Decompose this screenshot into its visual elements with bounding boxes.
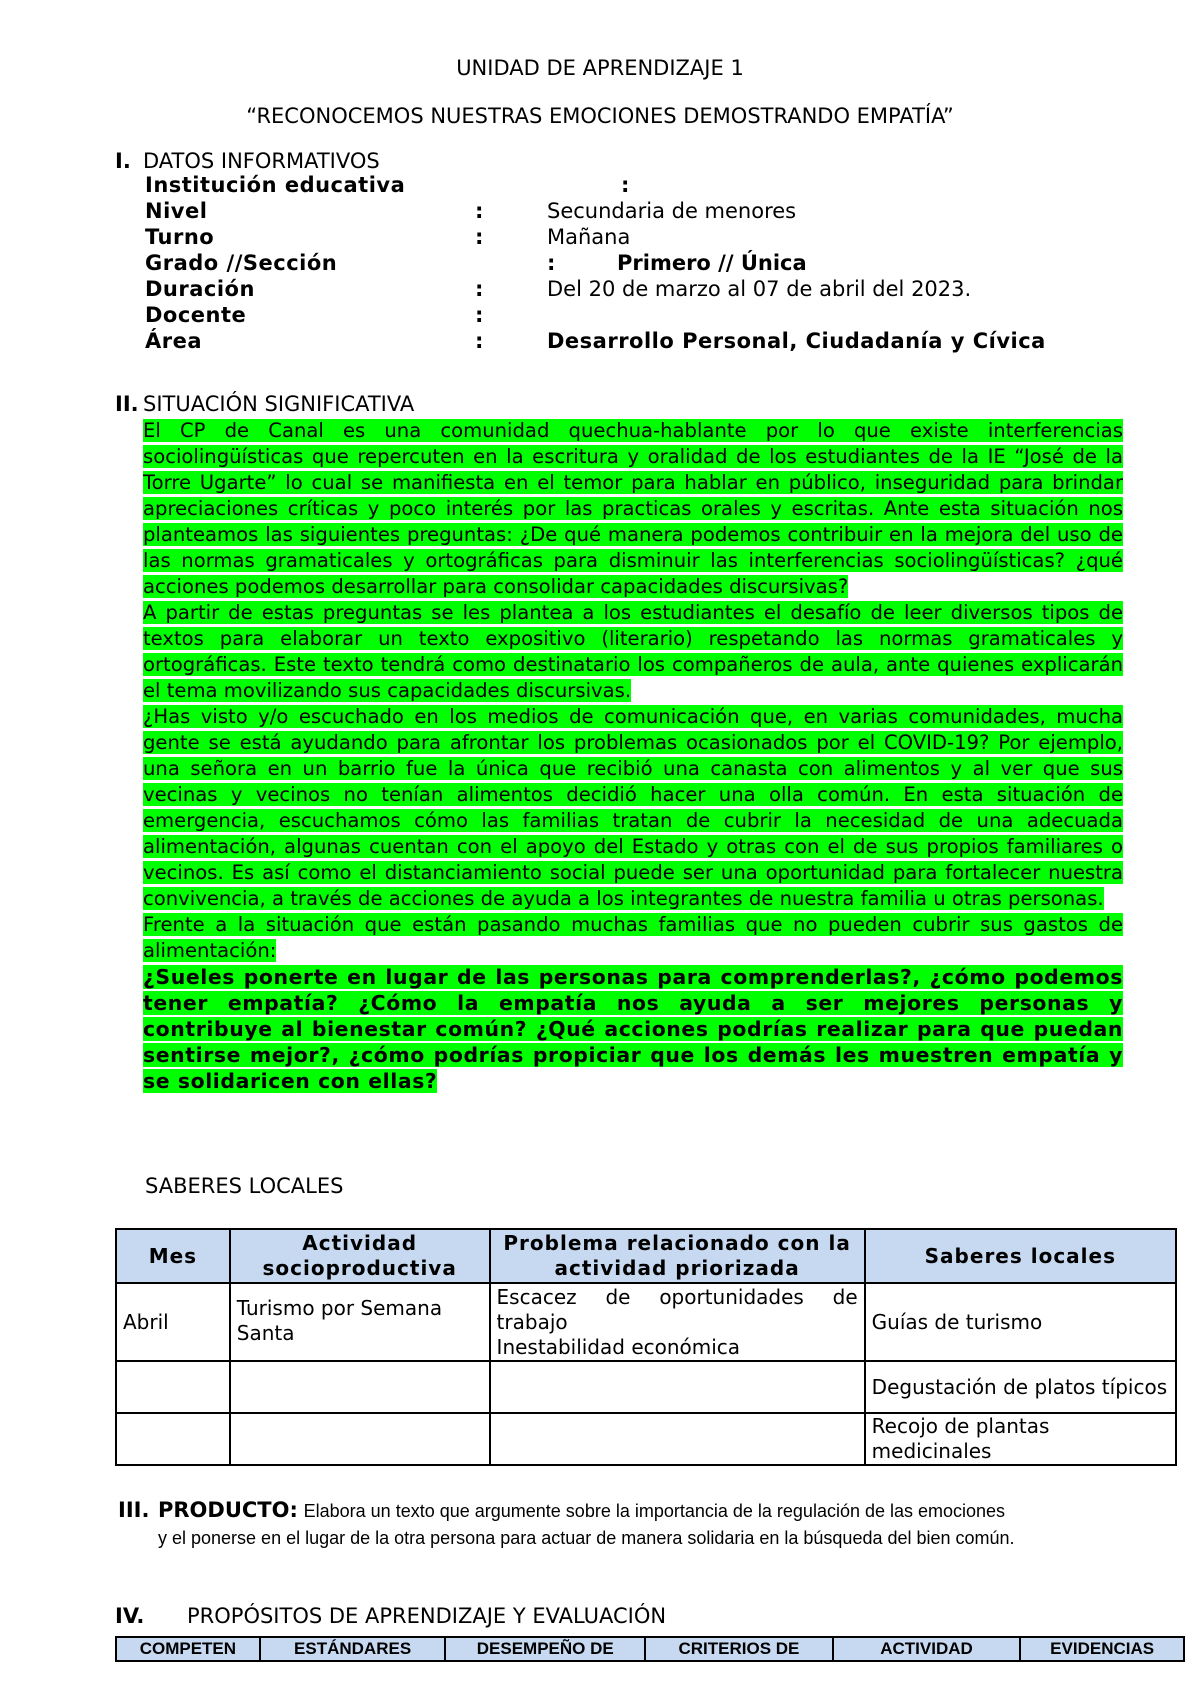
table-cell-problema (490, 1283, 865, 1361)
info-value: Secundaria de menores (547, 199, 797, 223)
table-header: Actividad socioproductiva (230, 1229, 490, 1283)
propositos-table (115, 1636, 1185, 1662)
info-colon: : (475, 225, 484, 249)
table-cell: Recojo de plantas medicinales (865, 1413, 1176, 1465)
info-label: Turno (145, 225, 215, 249)
table-cell (490, 1413, 865, 1465)
producto-section (118, 1497, 1138, 1551)
section-datos-heading (115, 149, 380, 173)
section-title: DATOS INFORMATIVOS (143, 149, 380, 173)
section-number: I. (115, 149, 131, 173)
table-header: Problema relacionado con la actividad priorizada (490, 1229, 865, 1283)
section-title: SITUACIÓN SIGNIFICATIVA (143, 392, 415, 416)
situacion-paragraph: A partir de estas preguntas se les plantea a los estudiantes el desafío de leer diversos tipos de textos para elaborar un texto expositivo (literario) respetando las normas gramaticales y ortográficas. Este texto tendrá como destinatario los compañeros de aula, ante quienes explicarán el tema movilizando sus capacidades discursivas. (143, 601, 1123, 702)
info-colon: : (621, 173, 630, 197)
table-header: Mes (116, 1229, 230, 1283)
saberes-locales-label: SABERES LOCALES (145, 1174, 344, 1198)
info-value: Primero // Única (617, 251, 807, 275)
table-header: ESTÁNDARES (260, 1637, 446, 1661)
info-colon: : (475, 303, 484, 327)
info-colon: : (475, 329, 484, 353)
info-value: Mañana (547, 225, 631, 249)
table-cell (230, 1413, 490, 1465)
section-title: PRODUCTO: (158, 1498, 298, 1522)
info-label: Duración (145, 277, 255, 301)
info-colon: : (475, 277, 484, 301)
table-header: CRITERIOS DE (645, 1637, 833, 1661)
producto-heading (118, 1498, 298, 1522)
section-number: II. (115, 392, 139, 416)
table-cell (116, 1361, 230, 1413)
producto-text-rest: y el ponerse en el lugar de la otra persona para actuar de manera solidaria en la búsqueda del bien común. (158, 1528, 1015, 1548)
situacion-paragraph: Frente a la situación que están pasando muchas familias que no pueden cubrir sus gastos de alimentación: (143, 913, 1123, 962)
info-label: Área (145, 329, 203, 353)
info-label: Institución educativa (145, 173, 406, 197)
producto-text-line1: Elabora un texto que argumente sobre la importancia de la regulación de las emociones (303, 1501, 1006, 1521)
section-title: PROPÓSITOS DE APRENDIZAJE Y EVALUACIÓN (187, 1604, 667, 1628)
table-header: Saberes locales (865, 1229, 1176, 1283)
table-header: DESEMPEÑO DE (445, 1637, 645, 1661)
table-row (116, 1361, 1176, 1413)
unit-subtitle: “RECONOCEMOS NUESTRAS EMOCIONES DEMOSTRANDO EMPATÍA” (246, 104, 954, 128)
info-value: Desarrollo Personal, Ciudadanía y Cívica (547, 329, 1046, 353)
info-value: Del 20 de marzo al 07 de abril del 2023. (547, 277, 972, 301)
table-row (116, 1283, 1176, 1361)
info-label: Nivel (145, 199, 208, 223)
section-situacion-heading (115, 392, 414, 416)
table-cell: Degustación de platos típicos (865, 1361, 1176, 1413)
situacion-paragraph: El CP de Canal es una comunidad quechua-hablante por lo que existe interferencias sociolingüísticas que repercuten en la escritura y oralidad de los estudiantes de la IE “José de la Torre Ugarte” lo cual se manifiesta en el temor para hablar en público, inseguridad para brindar apreciaciones críticas y poco interés por las practicas orales y escritas. Ante esta situación nos planteamos las siguientes preguntas: ¿De qué manera podemos contribuir en la mejora del uso de las normas gramaticales y ortográficas para disminuir las interferencias sociolingüísticas? ¿qué acciones podemos desarrollar para consolidar capacidades discursivas? (143, 419, 1123, 598)
situacion-questions: ¿Sueles ponerte en lugar de las personas para comprenderlas?, ¿cómo podemos tener empatía? ¿Cómo la empatía nos ayuda a ser mejores personas y contribuye al bienestar común? ¿Qué acciones podrías realizar para que puedan sentirse mejor?, ¿cómo podrías propiciar que los demás les muestren empatía y se solidaricen con ellas? (143, 965, 1123, 1093)
info-label: Grado //Sección (145, 251, 338, 275)
problema-line: Escacez de oportunidades de trabajo (496, 1285, 858, 1334)
table-cell (116, 1413, 230, 1465)
section-propositos-heading (115, 1604, 666, 1628)
table-cell: Turismo por Semana Santa (230, 1283, 490, 1361)
unit-title: UNIDAD DE APRENDIZAJE 1 (456, 56, 744, 80)
table-header: EVIDENCIAS (1020, 1637, 1184, 1661)
info-colon: : (547, 251, 556, 275)
problema-line: Inestabilidad económica (496, 1335, 741, 1359)
table-header: COMPETEN (116, 1637, 260, 1661)
saberes-table (115, 1228, 1177, 1466)
table-cell (490, 1361, 865, 1413)
situacion-text (143, 418, 1123, 1094)
section-number: III. (118, 1498, 150, 1522)
table-cell (230, 1361, 490, 1413)
section-number: IV. (115, 1604, 145, 1628)
table-header: ACTIVIDAD (833, 1637, 1021, 1661)
info-colon: : (475, 199, 484, 223)
table-cell: Abril (116, 1283, 230, 1361)
table-cell: Guías de turismo (865, 1283, 1176, 1361)
situacion-paragraph: ¿Has visto y/o escuchado en los medios de comunicación que, en varias comunidades, mucha gente se está ayudando para afrontar los problemas ocasionados por el COVID-19? Por ejemplo, una señora en un barrio fue la única que recibió una canasta con alimentos y al ver que sus vecinas y vecinos no tenían alimentos decidió hacer una olla común. En esta situación de emergencia, escuchamos cómo las familias tratan de cubrir la necesidad de una adecuada alimentación, algunas cuentan con el apoyo del Estado y otras con el de sus propios familiares o vecinos. Es así como el distanciamiento social puede ser una oportunidad para fortalecer nuestra convivencia, a través de acciones de ayuda a los integrantes de nuestra familia u otras personas. (143, 705, 1123, 910)
info-label: Docente (145, 303, 247, 327)
table-row (116, 1413, 1176, 1465)
